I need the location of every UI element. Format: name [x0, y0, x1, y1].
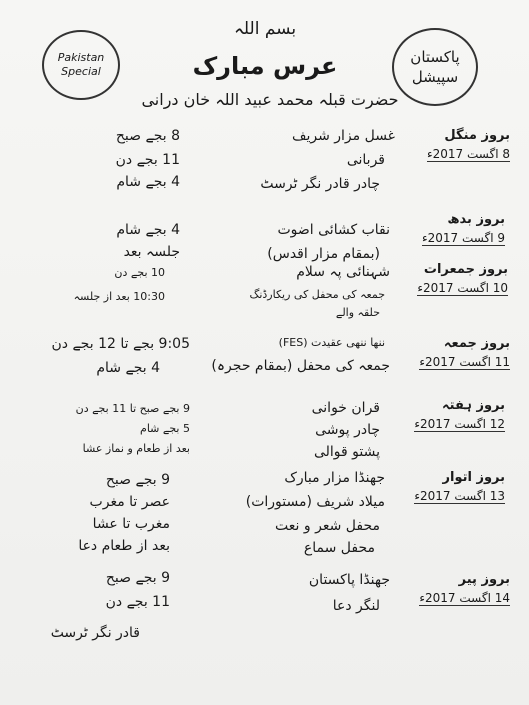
event-time: 5 بجے شام [140, 422, 190, 435]
event-time: مغرب تا عشا [92, 516, 170, 532]
event-time: 9 بجے صبح [105, 570, 170, 586]
day-name: بروز منگل [444, 128, 510, 143]
event: حلقہ والے [335, 306, 380, 319]
event-time: 11 بجے دن [105, 594, 170, 610]
pakistan-special-stamp-left [42, 30, 120, 100]
day-1 [415, 128, 510, 162]
bismillah-heading: بسم اللہ [233, 19, 297, 39]
event: جمعہ کی محفل (بمقام حجرہ) [211, 358, 390, 374]
event: لنگر دعا [332, 598, 380, 614]
day-7 [405, 572, 510, 606]
event-time: 9:05 بجے تا 12 بجے دن [51, 336, 190, 352]
event-time: 10:30 بعد از جلسہ [73, 290, 165, 303]
footer-signature: قادر نگر ٹرسٹ [50, 625, 140, 641]
event-time: 4 بجے شام [116, 174, 180, 190]
event: چادر پوشی [315, 422, 380, 438]
event-time: بعد از طعام دعا [78, 538, 170, 554]
day-date: 13 اگست 2017ء [414, 489, 505, 503]
day-name: بروز جمعرات [423, 262, 508, 277]
stamp-right-text: پاکستان سپیشل [410, 48, 460, 86]
event: ننھا ننھی عقیدت (FES) [278, 336, 385, 349]
day-name: بروز اتوار [442, 470, 505, 485]
day-4 [405, 336, 510, 370]
event-time: 4 بجے شام [96, 360, 160, 376]
event: غسل مزار شریف [291, 128, 395, 144]
day-name: بروز بدھ [447, 212, 505, 227]
event: جمعہ کی محفل کی ریکارڈنگ [249, 288, 385, 301]
event: میلاد شریف (مستورات) [245, 494, 385, 510]
stamp-left-text: Pakistan Special [57, 51, 105, 78]
event-time: 11 بجے دن [115, 152, 180, 168]
event-time: 8 بجے صبح [115, 128, 180, 144]
day-name: بروز جمعہ [443, 336, 510, 351]
event: (بمقام مزار اقدس) [267, 246, 380, 262]
event: قربانی [346, 152, 385, 168]
day-name: بروز پیر [458, 572, 510, 587]
event: جھنڈا پاکستان [308, 572, 390, 588]
event-time: 4 بجے شام [116, 222, 180, 238]
day-3 [410, 262, 508, 296]
day-date: 10 اگست 2017ء [417, 281, 508, 295]
event: شہنائی پہ سلام [296, 264, 390, 280]
event: محفل شعر و نعت [275, 518, 380, 534]
event: پشتو قوالی [313, 444, 380, 460]
day-5 [405, 398, 505, 432]
event-time: جلسہ بعد [123, 244, 180, 260]
day-date: 14 اگست 2017ء [419, 591, 510, 605]
event-time: 9 بجے صبح تا 11 بجے دن [75, 402, 190, 415]
event-time: بعد از طعام و نماز عشا [82, 442, 190, 455]
event-time: 9 بجے صبح [105, 472, 170, 488]
day-date: 8 اگست 2017ء [426, 147, 510, 161]
day-date: 12 اگست 2017ء [414, 417, 505, 431]
day-date: 11 اگست 2017ء [419, 355, 510, 369]
event: چادر قادر نگر ٹرسٹ [260, 176, 380, 192]
event: جھنڈا مزار مبارک [284, 470, 385, 486]
day-2 [400, 212, 505, 246]
day-6 [395, 470, 505, 504]
event: محفل سماع [303, 540, 375, 556]
event: نقاب کشائی اضوت [277, 222, 390, 238]
event: قران خوانی [311, 400, 380, 416]
page-subtitle: حضرت قبلہ محمد عبید اللہ خان درانی [141, 90, 399, 109]
day-date: 9 اگست 2017ء [421, 231, 505, 245]
page-title: عرس مبارک [192, 52, 338, 80]
event-time: 10 بجے دن [114, 266, 165, 279]
event-time: عصر تا مغرب [89, 494, 170, 510]
day-name: بروز ہفتہ [442, 398, 505, 413]
